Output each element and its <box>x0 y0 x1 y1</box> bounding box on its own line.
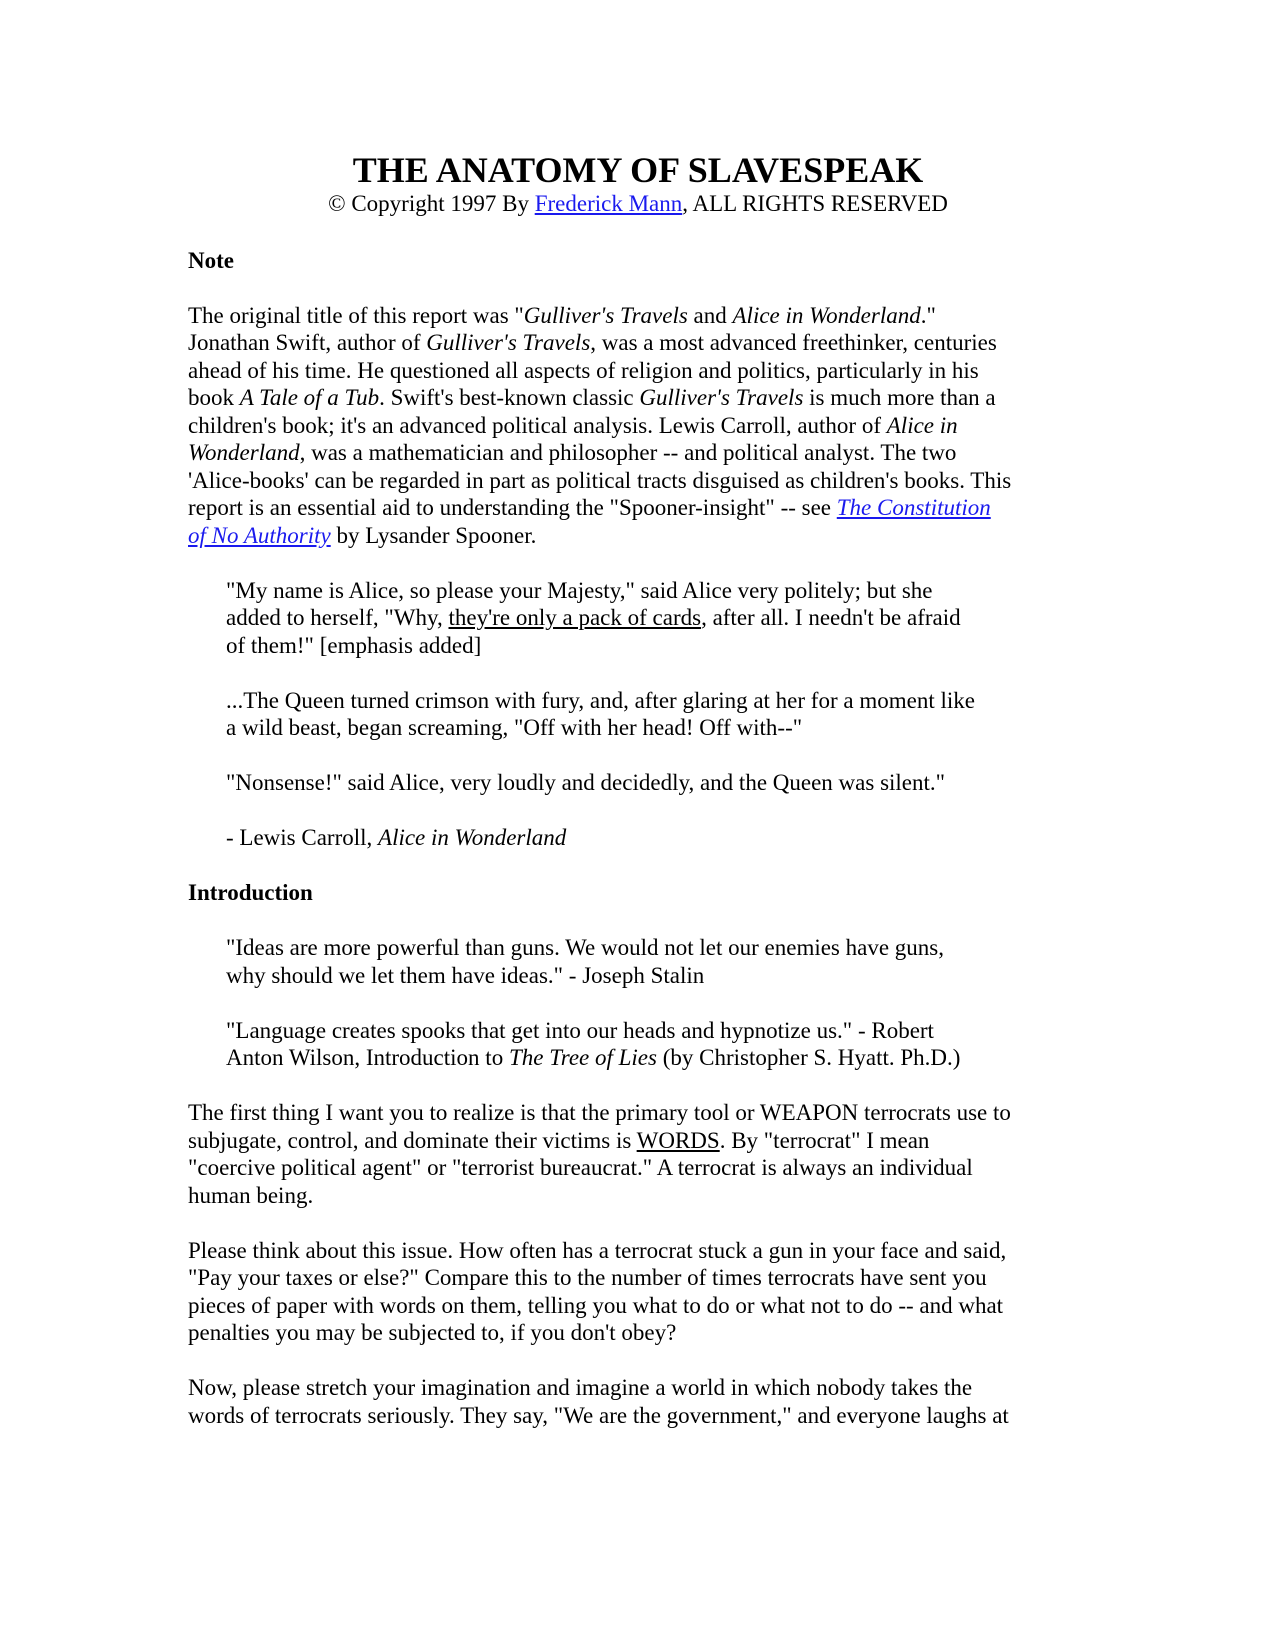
text-line: human being. <box>188 1182 314 1208</box>
intro-paragraph-3 <box>188 1374 1088 1429</box>
text-run: and <box>687 302 733 328</box>
emphasis-text: WORDS <box>636 1127 720 1153</box>
page-title: THE ANATOMY OF SLAVESPEAK <box>352 150 924 190</box>
text-run: by Lysander Spooner. <box>330 522 537 548</box>
document-content <box>188 150 1088 1429</box>
book-title: Alice in Wonderland <box>378 825 567 850</box>
text-run: added to herself, "Why, <box>226 605 449 630</box>
book-title: The Tree of Lies <box>508 1045 657 1070</box>
text-run: , after all. I needn't be afraid <box>701 605 961 630</box>
text-run: Jonathan Swift, author of <box>188 330 427 355</box>
text-line: words of terrocrats seriously. They say, "We are the government," and everyone laughs at <box>188 1402 1009 1428</box>
text-run: . Swift's best-known classic <box>379 385 640 410</box>
alice-quote-3 <box>226 769 1088 797</box>
book-title: Alice in <box>886 412 958 438</box>
text-line: "My name is Alice, so please your Majesty," said Alice very politely; but she <box>226 577 933 603</box>
text-line: The first thing I want you to realize is that the primary tool or WEAPON terrocrats use to <box>188 1100 1011 1125</box>
constitution-link[interactable] <box>837 495 991 520</box>
text-run: The original title of this report was " <box>188 302 524 328</box>
copyright-suffix: , ALL RIGHTS RESERVED <box>682 191 948 216</box>
text-run: , was a mathematician and philosopher -- and political analyst. The two <box>299 440 957 465</box>
text-run: book <box>188 385 240 410</box>
copyright-line <box>188 190 1088 218</box>
text-run: . By "terrocrat" I mean <box>719 1127 930 1153</box>
text-run: ." <box>920 302 936 328</box>
text-line: 'Alice-books' can be regarded in part as political tracts disguised as children's books. This <box>188 467 1012 493</box>
text-run: - Lewis Carroll, <box>226 825 379 850</box>
book-title: Gulliver's Travels <box>523 302 688 328</box>
book-title: Gulliver's Travels <box>426 330 591 355</box>
text-line: Now, please stretch your imagination and imagine a world in which nobody takes the <box>188 1375 973 1400</box>
text-line: "Pay your taxes or else?" Compare this to the number of times terrocrats have sent you <box>188 1265 987 1290</box>
intro-paragraph-2 <box>188 1237 1088 1347</box>
alice-quote-1 <box>226 577 1088 660</box>
text-line: ...The Queen turned crimson with fury, and, after glaring at her for a moment like <box>226 687 975 713</box>
text-line: "Ideas are more powerful than guns. We would not let our enemies have guns, <box>226 935 944 960</box>
link-text[interactable]: of No Authority <box>188 522 331 548</box>
note-heading: Note <box>188 247 234 273</box>
introduction-heading: Introduction <box>188 880 313 905</box>
quote-attribution <box>226 824 1088 852</box>
book-title: Alice in Wonderland <box>732 302 921 328</box>
text-line: "Nonsense!" said Alice, very loudly and decidedly, and the Queen was silent." <box>226 770 946 795</box>
book-title: A Tale of a Tub <box>239 385 380 410</box>
text-run: children's book; it's an advanced political analysis. Lewis Carroll, author of <box>188 412 887 438</box>
text-run: , was a most advanced freethinker, centuries <box>590 330 997 355</box>
emphasis-text: they're only a pack of cards <box>448 605 702 630</box>
text-line: ahead of his time. He questioned all aspects of religion and politics, particularly in his <box>188 357 979 383</box>
copyright-prefix: © Copyright 1997 By <box>328 191 535 216</box>
link-text[interactable]: The Constitution <box>836 495 991 520</box>
text-line: why should we let them have ideas." - Joseph Stalin <box>226 962 705 988</box>
text-line: Please think about this issue. How often has a terrocrat stuck a gun in your face and said, <box>188 1237 1007 1263</box>
alice-quote-2 <box>226 687 1088 742</box>
text-line: "Language creates spooks that get into our heads and hypnotize us." - Robert <box>226 1017 934 1043</box>
text-run: subjugate, control, and dominate their victims is <box>188 1127 637 1153</box>
text-line: a wild beast, began screaming, "Off with her head! Off with--" <box>226 715 803 740</box>
text-line: of them!" [emphasis added] <box>226 632 482 658</box>
intro-paragraph-1 <box>188 1099 1088 1209</box>
text-run: Anton Wilson, Introduction to <box>226 1045 509 1070</box>
book-title: Wonderland <box>188 440 300 465</box>
text-line: "coercive political agent" or "terrorist bureaucrat." A terrocrat is always an individual <box>188 1155 973 1180</box>
book-title: Gulliver's Travels <box>639 385 804 410</box>
text-line: penalties you may be subjected to, if you don't obey? <box>188 1320 677 1345</box>
author-link[interactable]: Frederick Mann <box>534 191 683 216</box>
wilson-quote <box>226 1017 1088 1072</box>
text-line: pieces of paper with words on them, telling you what to do or what not to do -- and what <box>188 1292 1004 1318</box>
stalin-quote <box>226 934 1088 989</box>
text-run: is much more than a <box>803 385 996 410</box>
text-run: (by Christopher S. Hyatt. Ph.D.) <box>656 1045 961 1070</box>
constitution-link-continued[interactable] <box>188 523 331 548</box>
note-paragraph <box>188 302 1088 550</box>
text-run: report is an essential aid to understanding the "Spooner-insight" -- see <box>188 495 837 520</box>
